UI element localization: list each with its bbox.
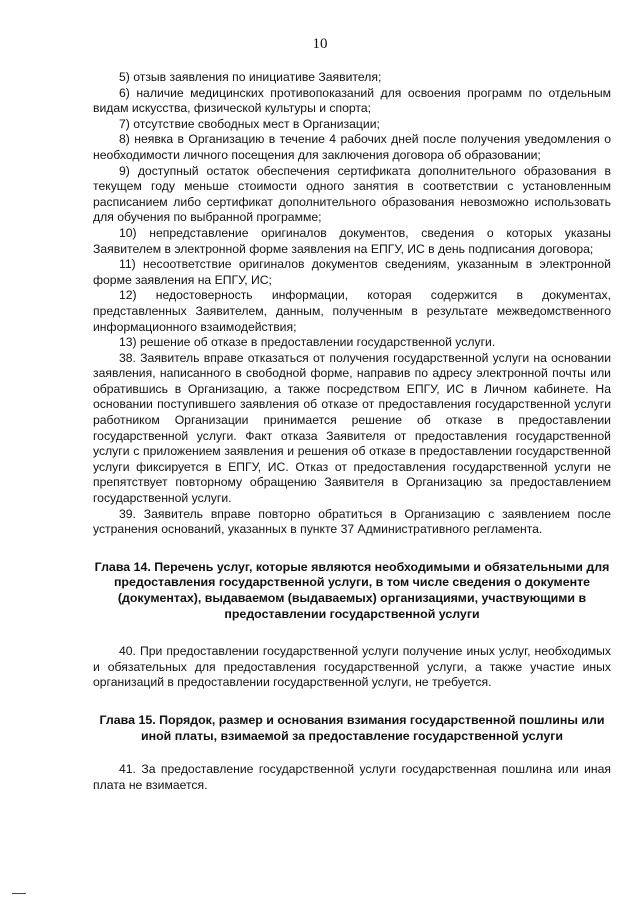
chapter-15-heading: Глава 15. Порядок, размер и основания взимания государственной пошлины или иной платы, взимаемой за предоставление государственной услуги: [99, 712, 605, 743]
page-content: [93, 70, 611, 793]
paragraph-40: 40. При предоставлении государственной услуги получение иных услуг, необходимых и обязательных для предоставления государственной услуги, а также участие иных организаций в предоставлении государственной услуги, не требуется.: [93, 644, 611, 690]
list-item-7: 7) отсутствие свободных мест в Организации;: [119, 116, 380, 131]
list-item-12: 12) недостоверность информации, которая содержится в документах, представленных Заявителем, данным, полученным в результате межведомственного информационного взаимодействия;: [93, 288, 611, 334]
list-item-13: 13) решение об отказе в предоставлении государственной услуги.: [119, 335, 496, 350]
list-item-10: 10) непредставление оригиналов документов, сведения о которых указаны Заявителем в электронной форме заявления на ЕПГУ, ИС в день подписания договора;: [93, 225, 611, 256]
paragraph-39: 39. Заявитель вправе повторно обратиться в Организацию с заявлением после устранения оснований, указанных в пункте 37 Административного регламента.: [93, 506, 611, 537]
list-item-9: 9) доступный остаток обеспечения сертификата дополнительного образования в текущем году меньше стоимости одного занятия в соответствии с установленным расписанием либо сертификат дополнительного образования невозможно использовать для обучения по выбранной программе;: [93, 163, 611, 225]
list-item-11: 11) несоответствие оригиналов документов сведениям, указанным в электронной форме заявления на ЕПГУ, ИС;: [93, 257, 611, 287]
paragraph-38: 38. Заявитель вправе отказаться от получения государственной услуги на основании заявления, написанного в свободной форме, направив по адресу электронной почты или обратившись в Организацию, а также посредством ЕПГУ, ИС в Личном кабинете. На основании поступившего заявления об отказе от предоставления государственной услуги работником Организации принимается решение об отказе в предоставлении государственной услуги. Факт отказа Заявителя от предоставления государственной услуги с приложением заявления и решения об отказе в предоставлении государственной услуги фиксируется в ЕПГУ, ИС. Отказ от предоставления государственной услуги не препятствует повторному обращению Заявителя в Организацию за предоставлением государственной услуги.: [93, 350, 611, 506]
list-item-6: 6) наличие медицинских противопоказаний для освоения программ по отдельным видам искусства, физической культуры и спорта;: [93, 85, 611, 116]
list-item-5: 5) отзыв заявления по инициативе Заявителя;: [119, 70, 382, 84]
page-number: 10: [312, 36, 328, 52]
footer-mark: [12, 893, 26, 894]
paragraph-41: 41. За предоставление государственной услуги государственная пошлина или иная плата не взимается.: [93, 762, 611, 792]
list-item-8: 8) неявка в Организацию в течение 4 рабочих дней после получения уведомления о необходимости личного посещения для заключения договора об образовании;: [93, 132, 611, 162]
chapter-14-heading: Глава 14. Перечень услуг, которые являются необходимыми и обязательными для предоставления государственной услуги, в том числе сведения о документе (документах), выдаваемом (выдаваемых) организациями, участвующими в предоставлении государственной услуги: [94, 559, 610, 621]
